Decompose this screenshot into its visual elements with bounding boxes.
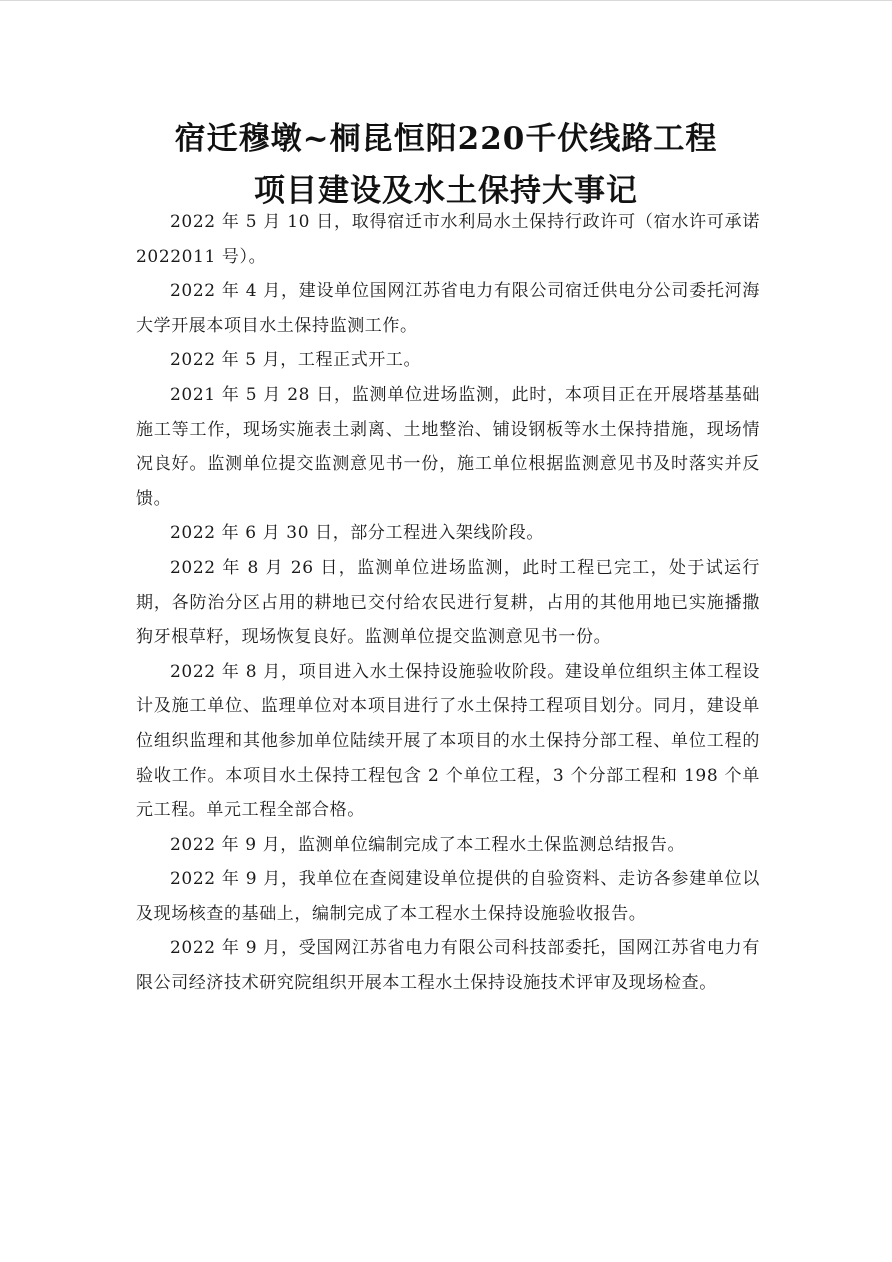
paragraph-6: 2022 年 8 月 26 日，监测单位进场监测，此时工程已完工，处于试运行期，各防治分区占用的耕地已交付给农民进行复耕，占用的其他用地已实施播撒狗牙根草籽，现场恢复良好。监测单位提交监测意见书一份。 <box>136 557 760 648</box>
paragraph-8: 2022 年 9 月，监测单位编制完成了本工程水土保监测总结报告。 <box>170 834 686 855</box>
paragraph-3: 2022 年 5 月，工程正式开工。 <box>170 350 422 371</box>
document-body <box>136 205 760 1001</box>
paragraph-4: 2021 年 5 月 28 日，监测单位进场监测，此时，本项目正在开展塔基基础施工等工作，现场实施表土剥离、土地整治、铺设钢板等水土保持措施，现场情况良好。监测单位提交监测意见书一份，施工单位根据监测意见书及时落实并反馈。 <box>136 384 760 509</box>
title-line-2: 项目建设及水土保持大事记 <box>254 173 638 209</box>
paragraph-9: 2022 年 9 月，我单位在查阅建设单位提供的自验资料、走访各参建单位以及现场核查的基础上，编制完成了本工程水土保持设施验收报告。 <box>136 869 760 924</box>
title-line-1: 宿迁穆墩~桐昆恒阳220千伏线路工程 <box>174 121 718 157</box>
paragraph-5: 2022 年 6 月 30 日，部分工程进入架线阶段。 <box>170 523 544 544</box>
paragraph-2: 2022 年 4 月，建设单位国网江苏省电力有限公司宿迁供电分公司委托河海大学开展本项目水土保持监测工作。 <box>136 281 760 336</box>
paragraph-1: 2022 年 5 月 10 日，取得宿迁市水利局水土保持行政许可（宿水许可承诺2022011 号）。 <box>136 212 760 267</box>
paragraph-10: 2022 年 9 月，受国网江苏省电力有限公司科技部委托，国网江苏省电力有限公司经济技术研究院组织开展本工程水土保持设施技术评审及现场检查。 <box>136 938 760 994</box>
document-title <box>0 113 892 217</box>
paragraph-7: 2022 年 8 月，项目进入水土保持设施验收阶段。建设单位组织主体工程设计及施工单位、监理单位对本项目进行了水土保持工程项目划分。同月，建设单位组织监理和其他参加单位陆续开展了本项目的水土保持分部工程、单位工程的验收工作。本项目水土保持工程包含 2 个单位工程，3 个分部工程和 198 个单元工程。单元工程全部合格。 <box>136 661 760 821</box>
